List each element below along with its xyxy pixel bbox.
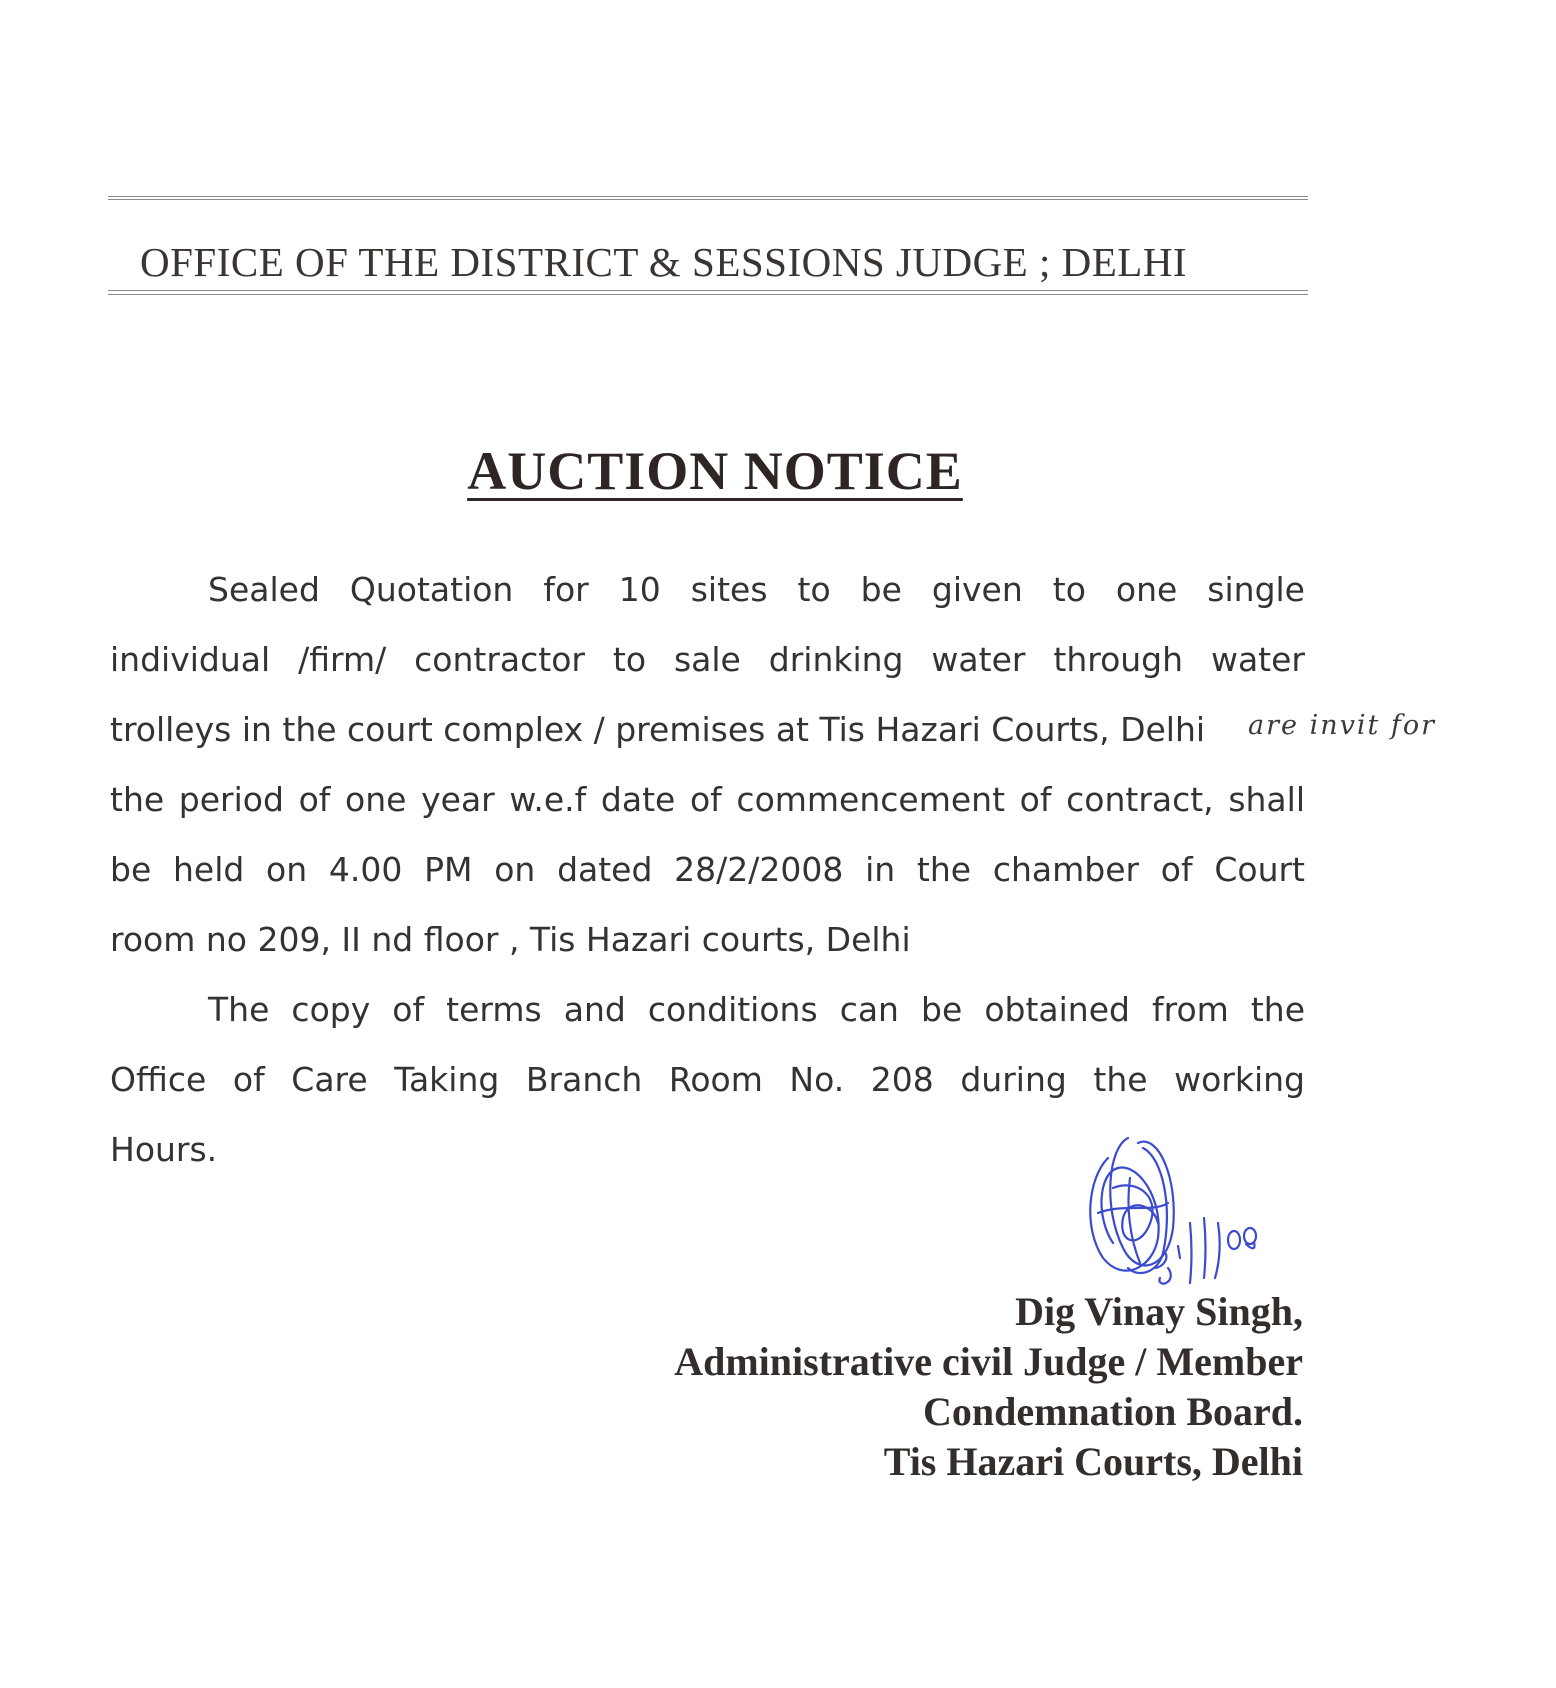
paragraph-2-line: The copy of terms and conditions can be obtained from the <box>208 990 1305 1029</box>
paragraph-1-line: room no 209, II nd floor , Tis Hazari courts, Delhi <box>110 920 911 959</box>
header-top-rule <box>108 196 1308 197</box>
signatory-name: Dig Vinay Singh, <box>1015 1289 1303 1334</box>
handwritten-insert: are invit for <box>1248 710 1437 741</box>
paragraph-1-line: individual /firm/ contractor to sale drinking water through water <box>110 640 1305 679</box>
paragraph-1-line: trolleys in the court complex / premises at Tis Hazari Courts, Delhi <box>110 710 1206 749</box>
header-bottom-rule <box>108 290 1308 291</box>
paragraph-1-line: the period of one year w.e.f date of commencement of contract, shall <box>110 780 1305 819</box>
signatory-designation: Administrative civil Judge / Member <box>674 1339 1303 1384</box>
notice-title: AUCTION NOTICE <box>467 441 963 501</box>
header-top-rule-2 <box>108 199 1308 200</box>
paragraph-1-line: Sealed Quotation for 10 sites to be given to one single <box>208 570 1305 609</box>
paragraph-1-line: be held on 4.00 PM on dated 28/2/2008 in the chamber of Court <box>110 850 1305 889</box>
handwritten-signature <box>1068 1118 1278 1298</box>
office-heading: OFFICE OF THE DISTRICT & SESSIONS JUDGE ; DELHI <box>140 239 1188 285</box>
paragraph-2-line: Office of Care Taking Branch Room No. 208 during the working <box>110 1060 1305 1099</box>
paragraph-2-line: Hours. <box>110 1130 218 1169</box>
header-bottom-rule-2 <box>108 294 1308 295</box>
signatory-location: Tis Hazari Courts, Delhi <box>883 1439 1303 1484</box>
signatory-board: Condemnation Board. <box>922 1389 1303 1434</box>
